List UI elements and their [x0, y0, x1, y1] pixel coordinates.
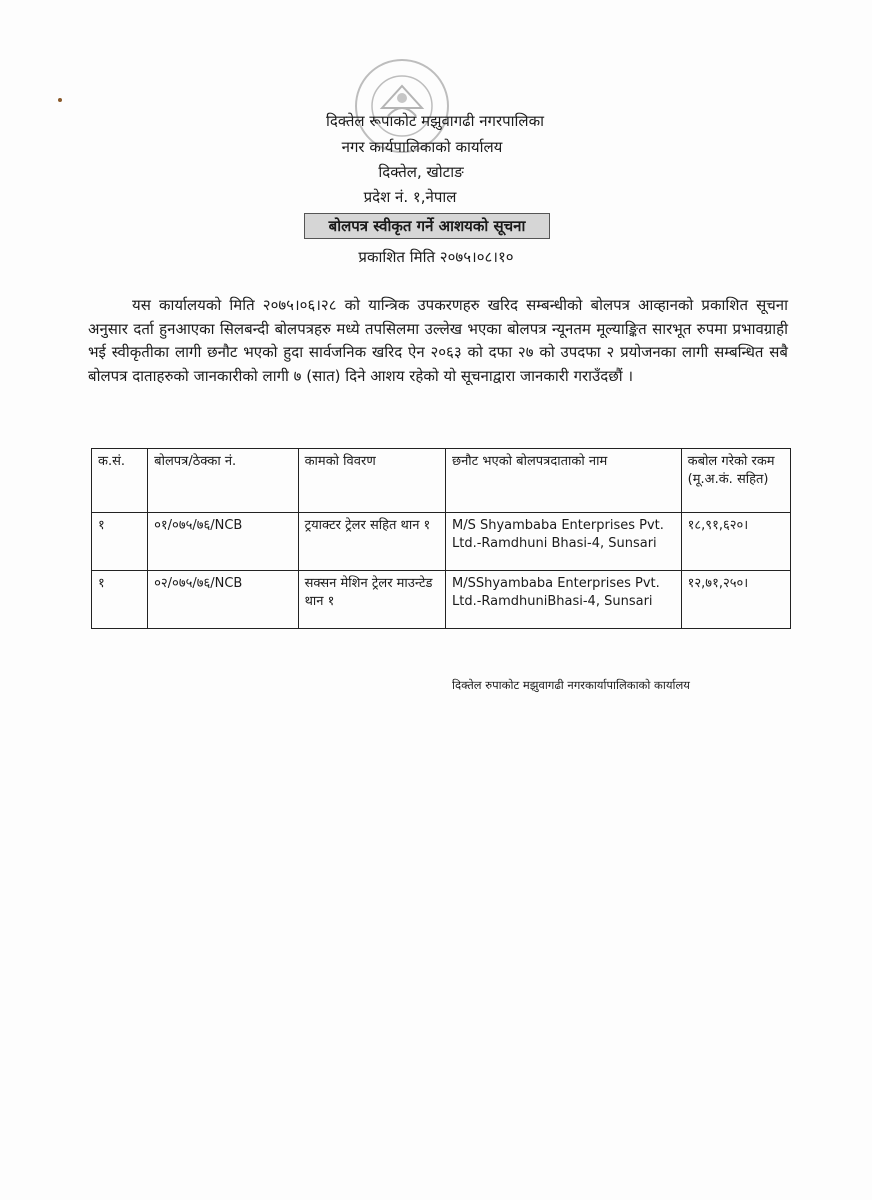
bid-table [91, 448, 791, 629]
col-header-amount-line2: (मू.अ.कं. सहित) [687, 472, 769, 487]
cell-description: सक्सन मेशिन ट्रेलर माउन्टेड थान १ [298, 571, 445, 629]
header-office-name: नगर कार्यपालिकाको कार्यालय [341, 138, 503, 156]
cell-sn: १ [92, 513, 148, 571]
notice-body-paragraph: यस कार्यालयको मिति २०७५।०६।२८ को यान्त्रिक उपकरणहरु खरिद सम्बन्धीको बोलपत्र आव्हानको प्रकाशित सूचना अनुसार दर्ता हुनआएका सिलबन्दी बोलपत्रहरु मध्ये तपसिलमा उल्लेख भएका बोलपत्र न्यूनतम मूल्याङ्कित सारभूत रुपमा प्रभावग्राही भई स्वीकृतीका लागी छनौट भएको हुदा सार्वजनिक खरिद ऐन २०६३ को दफा २७ को उपदफा २ प्रयोजनका लागी सम्बन्धित सबै बोलपत्र दाताहरुको जानकारीको लागी ७ (सात) दिने आशय रहेको यो सूचनाद्वारा जानकारी गराउँदछौं । [88, 296, 788, 385]
cell-amount: १२,७१,२५०। [681, 571, 790, 629]
header-location: दिक्तेल, खोटाङ [378, 163, 464, 181]
cell-description: ट्रयाक्टर ट्रेलर सहित थान १ [298, 513, 445, 571]
table-header-row [92, 449, 791, 513]
paper-speck [58, 98, 62, 102]
col-header-bid-no: बोलपत्र/ठेक्का नं. [148, 449, 298, 513]
table-row [92, 571, 791, 629]
cell-bid-no: ०२/०७५/७६/NCB [148, 571, 298, 629]
col-header-bidder: छनौट भएको बोलपत्रदाताको नाम [445, 449, 681, 513]
col-header-description: कामको विवरण [298, 449, 445, 513]
header-municipality-name: दिक्तेल रूपाकोट मझुवागढी नगरपालिका [325, 112, 545, 130]
header-province: प्रदेश नं. १,नेपाल [363, 188, 457, 206]
published-date: प्रकाशित मिति २०७५।०८।१० [358, 248, 514, 266]
table-row [92, 513, 791, 571]
col-header-amount-line1: कबोल गरेको रकम [687, 454, 775, 469]
footer-office-signature: दिक्तेल रुपाकोट मझुवागढी नगरकार्यापालिकाको कार्यालय [452, 678, 690, 692]
col-header-amount [681, 449, 790, 513]
cell-bidder: M/S Shyambaba Enterprises Pvt. Ltd.-Ramdhuni Bhasi-4, Sunsari [445, 513, 681, 571]
cell-bidder: M/SShyambaba Enterprises Pvt. Ltd.-RamdhuniBhasi-4, Sunsari [445, 571, 681, 629]
cell-bid-no: ०१/०७५/७६/NCB [148, 513, 298, 571]
cell-amount: १८,९१,६२०। [681, 513, 790, 571]
notice-title: बोलपत्र स्वीकृत गर्ने आशयको सूचना [304, 213, 550, 239]
cell-sn: १ [92, 571, 148, 629]
col-header-sn: क.सं. [92, 449, 148, 513]
